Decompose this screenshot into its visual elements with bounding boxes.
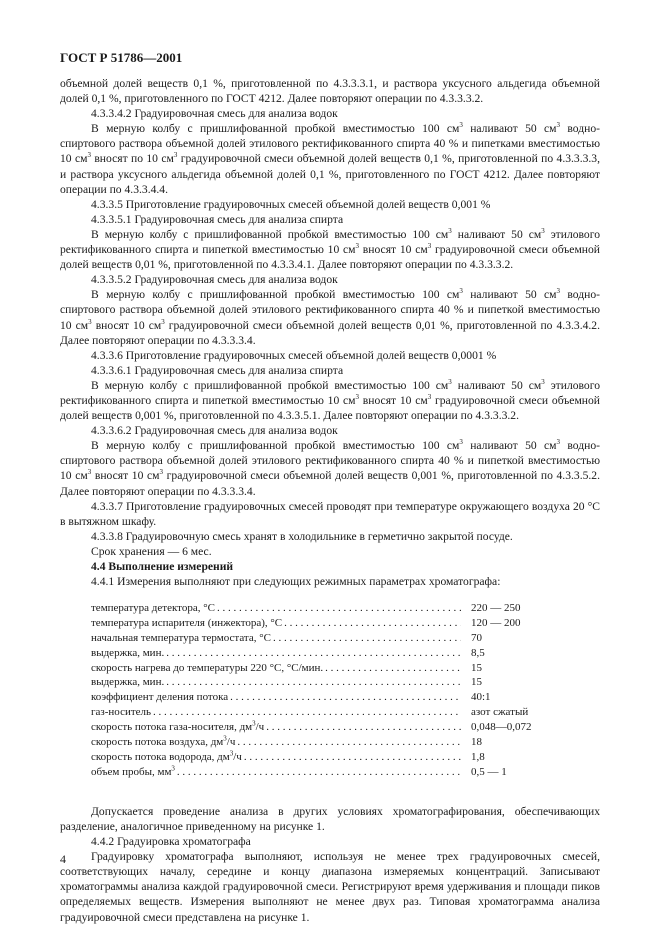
- parameter-value: 15: [471, 676, 482, 689]
- parameter-row: [91, 765, 561, 780]
- paragraph: В мерную колбу с пришлифованной пробкой вместимостью 100 $см^3$ наливают 50 $см^3$ водно-спиртового раствора объемной долей этилового ректификованного спирта 40 % и пипетками вместимостью 10 $см^3$ вносят по 10 $см^3$ градуировочной смеси объемной долей веществ 0,1 %, приготовленной по 4.3.3.3.3, и раствора уксусного альдегида объемной долей 0,1 %, приготовленного по ГОСТ 4212. Далее повторяют операции по 4.3.3.4.4.: [60, 121, 600, 196]
- paragraph: Допускается проведение анализа в других условиях хроматографирования, обеспечивающих разделение, аналогичное приведенному на рисунке 1.: [60, 804, 600, 833]
- parameter-row: [91, 735, 561, 750]
- parameter-row: [91, 720, 561, 735]
- paragraph: Срок хранения — 6 мес.: [91, 544, 212, 558]
- parameter-row: [91, 616, 561, 631]
- paragraph: объемной долей веществ 0,1 %, приготовленной по 4.3.3.3.1, и раствора уксусного альдегида объемной долей 0,1 %, приготовленного по ГОСТ 4212. Далее повторяют операции по 4.3.3.3.2.: [60, 77, 600, 106]
- paragraph: Градуировку хроматографа выполняют, используя не менее трех градуировочных смесей, соответствующих началу, середине и концу диапазона измеряемых концентраций. Записывают хроматограммы анализа каждой градуировочной смеси. Регистрируют время удерживания и площади пиков определяемых веществ. Измерения выполняют не менее двух раз. Типовая хроматограмма анализа градуировочной смеси представлена на рисунке 1.: [60, 850, 600, 924]
- parameter-label: объем пробы, $мм^3$: [91, 764, 175, 778]
- parameter-row: [91, 691, 561, 706]
- dot-leader: [273, 631, 461, 646]
- paragraph: В мерную колбу с пришлифованной пробкой вместимостью 100 $см^3$ наливают 50 $см^3$ водно-спиртового раствора объемной долей этилового ректификованного спирта 40 % и пипеткой вместимостью 10 $см^3$ вносят 10 $см^3$ градуировочной смеси объемной долей веществ 0,01 %, приготовленной по 4.3.3.4.2. Далее повторяют операции по 4.3.3.3.4.: [60, 287, 600, 347]
- parameter-label: температура детектора, °С: [91, 601, 215, 614]
- paragraph: В мерную колбу с пришлифованной пробкой вместимостью 100 $см^3$ наливают 50 $см^3$ этилового ректификованного спирта и пипеткой вместимостью 10 $см^3$ вносят 10 $см^3$ градуировочной смеси объемной долей веществ 0,01 %, приготовленной по 4.3.3.4.1. Далее повторяют операции по 4.3.3.3.2.: [60, 227, 600, 272]
- section-heading: 4.3.3.6 Приготовление градуировочных смесей объемной долей веществ 0,0001 %: [91, 348, 497, 362]
- parameter-label: выдержка, мин.: [91, 676, 165, 689]
- parameter-row: [91, 705, 561, 720]
- dot-leader: [166, 646, 461, 661]
- parameter-value: 220 — 250: [471, 601, 521, 614]
- dot-leader: [244, 750, 461, 765]
- dot-leader: [177, 765, 461, 780]
- parameter-value: 8,5: [471, 646, 485, 659]
- paragraph: 4.4.1 Измерения выполняют при следующих режимных параметрах хроматографа:: [91, 575, 501, 589]
- section-heading: 4.3.3.6.1 Градуировочная смесь для анализа спирта: [91, 363, 344, 377]
- dot-leader: [230, 690, 461, 705]
- section-heading: 4.3.3.5 Приготовление градуировочных смесей объемной долей веществ 0,001 %: [91, 197, 491, 211]
- paragraph: В мерную колбу с пришлифованной пробкой вместимостью 100 $см^3$ наливают 50 $см^3$ водно-спиртового раствора объемной долей этилового ректификованного спирта 40 % и пипеткой вместимостью 10 $см^3$ вносят 10 $см^3$ градуировочной смеси объемной долей веществ 0,001 %, приготовленной по 4.3.3.5.2. Далее повторяют операции по 4.3.3.3.4.: [60, 438, 600, 498]
- parameter-value: азот сжатый: [471, 706, 529, 719]
- parameter-label: скорость потока водорода, $дм^3/ч$: [91, 749, 242, 763]
- parameter-value: 40:1: [471, 691, 491, 704]
- parameter-value: 15: [471, 661, 482, 674]
- parameter-row: [91, 646, 561, 661]
- parameter-label: выдержка, мин.: [91, 646, 165, 659]
- parameter-label: скорость нагрева до температуры 220 °С, °С/мин.: [91, 661, 324, 674]
- section-heading: 4.3.3.5.1 Градуировочная смесь для анализа спирта: [91, 212, 344, 226]
- dot-leader: [166, 675, 461, 690]
- dot-leader: [325, 661, 461, 676]
- parameter-label: коэффициент деления потока: [91, 691, 229, 704]
- document-body: [60, 76, 600, 925]
- parameter-row: [91, 676, 561, 691]
- parameter-label: начальная температура термостата, °С: [91, 631, 271, 644]
- parameter-row: [91, 631, 561, 646]
- section-heading: 4.3.3.4.2 Градуировочная смесь для анализа водок: [91, 107, 338, 121]
- section-heading: 4.3.3.5.2 Градуировочная смесь для анализа водок: [91, 273, 338, 287]
- parameter-value: 0,048—0,072: [471, 721, 532, 734]
- parameter-value: 0,5 — 1: [471, 765, 507, 778]
- parameter-label: скорость потока воздуха, $дм^3/ч$: [91, 734, 236, 748]
- document-header: ГОСТ Р 51786—2001: [60, 50, 183, 65]
- parameter-value: 70: [471, 631, 482, 644]
- section-heading: 4.4 Выполнение измерений: [91, 560, 234, 573]
- page-number: 4: [60, 852, 66, 866]
- parameter-list: [91, 601, 561, 780]
- parameter-label: температура испарителя (инжектора), °С: [91, 616, 283, 629]
- paragraph: 4.3.3.8 Градуировочную смесь хранят в холодильнике в герметично закрытой посуде.: [91, 529, 513, 543]
- parameter-label: скорость потока газа-носителя, $дм^3/ч$: [91, 719, 265, 734]
- section-heading: 4.4.2 Градуировка хроматографа: [91, 835, 251, 849]
- parameter-value: 18: [471, 736, 482, 748]
- parameter-row: [91, 661, 561, 676]
- dot-leader: [217, 601, 461, 616]
- dot-leader: [153, 705, 461, 720]
- parameter-value: 1,8: [471, 750, 485, 763]
- parameter-row: [91, 601, 561, 616]
- dot-leader: [284, 616, 461, 631]
- dot-leader: [237, 735, 461, 750]
- parameter-value: 120 — 200: [471, 616, 521, 629]
- parameter-label: газ-носитель: [91, 706, 152, 719]
- parameter-row: [91, 750, 561, 765]
- paragraph: 4.3.3.7 Приготовление градуировочных смесей проводят при температуре окружающего воздуха 20 °С в вытяжном шкафу.: [60, 499, 600, 528]
- dot-leader: [266, 720, 461, 735]
- paragraph: В мерную колбу с пришлифованной пробкой вместимостью 100 $см^3$ наливают 50 $см^3$ этилового ректификованного спирта и пипеткой вместимостью 10 $см^3$ вносят 10 $см^3$ градуировочной смеси объемной долей веществ 0,001 %, приготовленной по 4.3.3.5.1. Далее повторяют операции по 4.3.3.3.2.: [60, 378, 600, 423]
- section-heading: 4.3.3.6.2 Градуировочная смесь для анализа водок: [91, 424, 338, 438]
